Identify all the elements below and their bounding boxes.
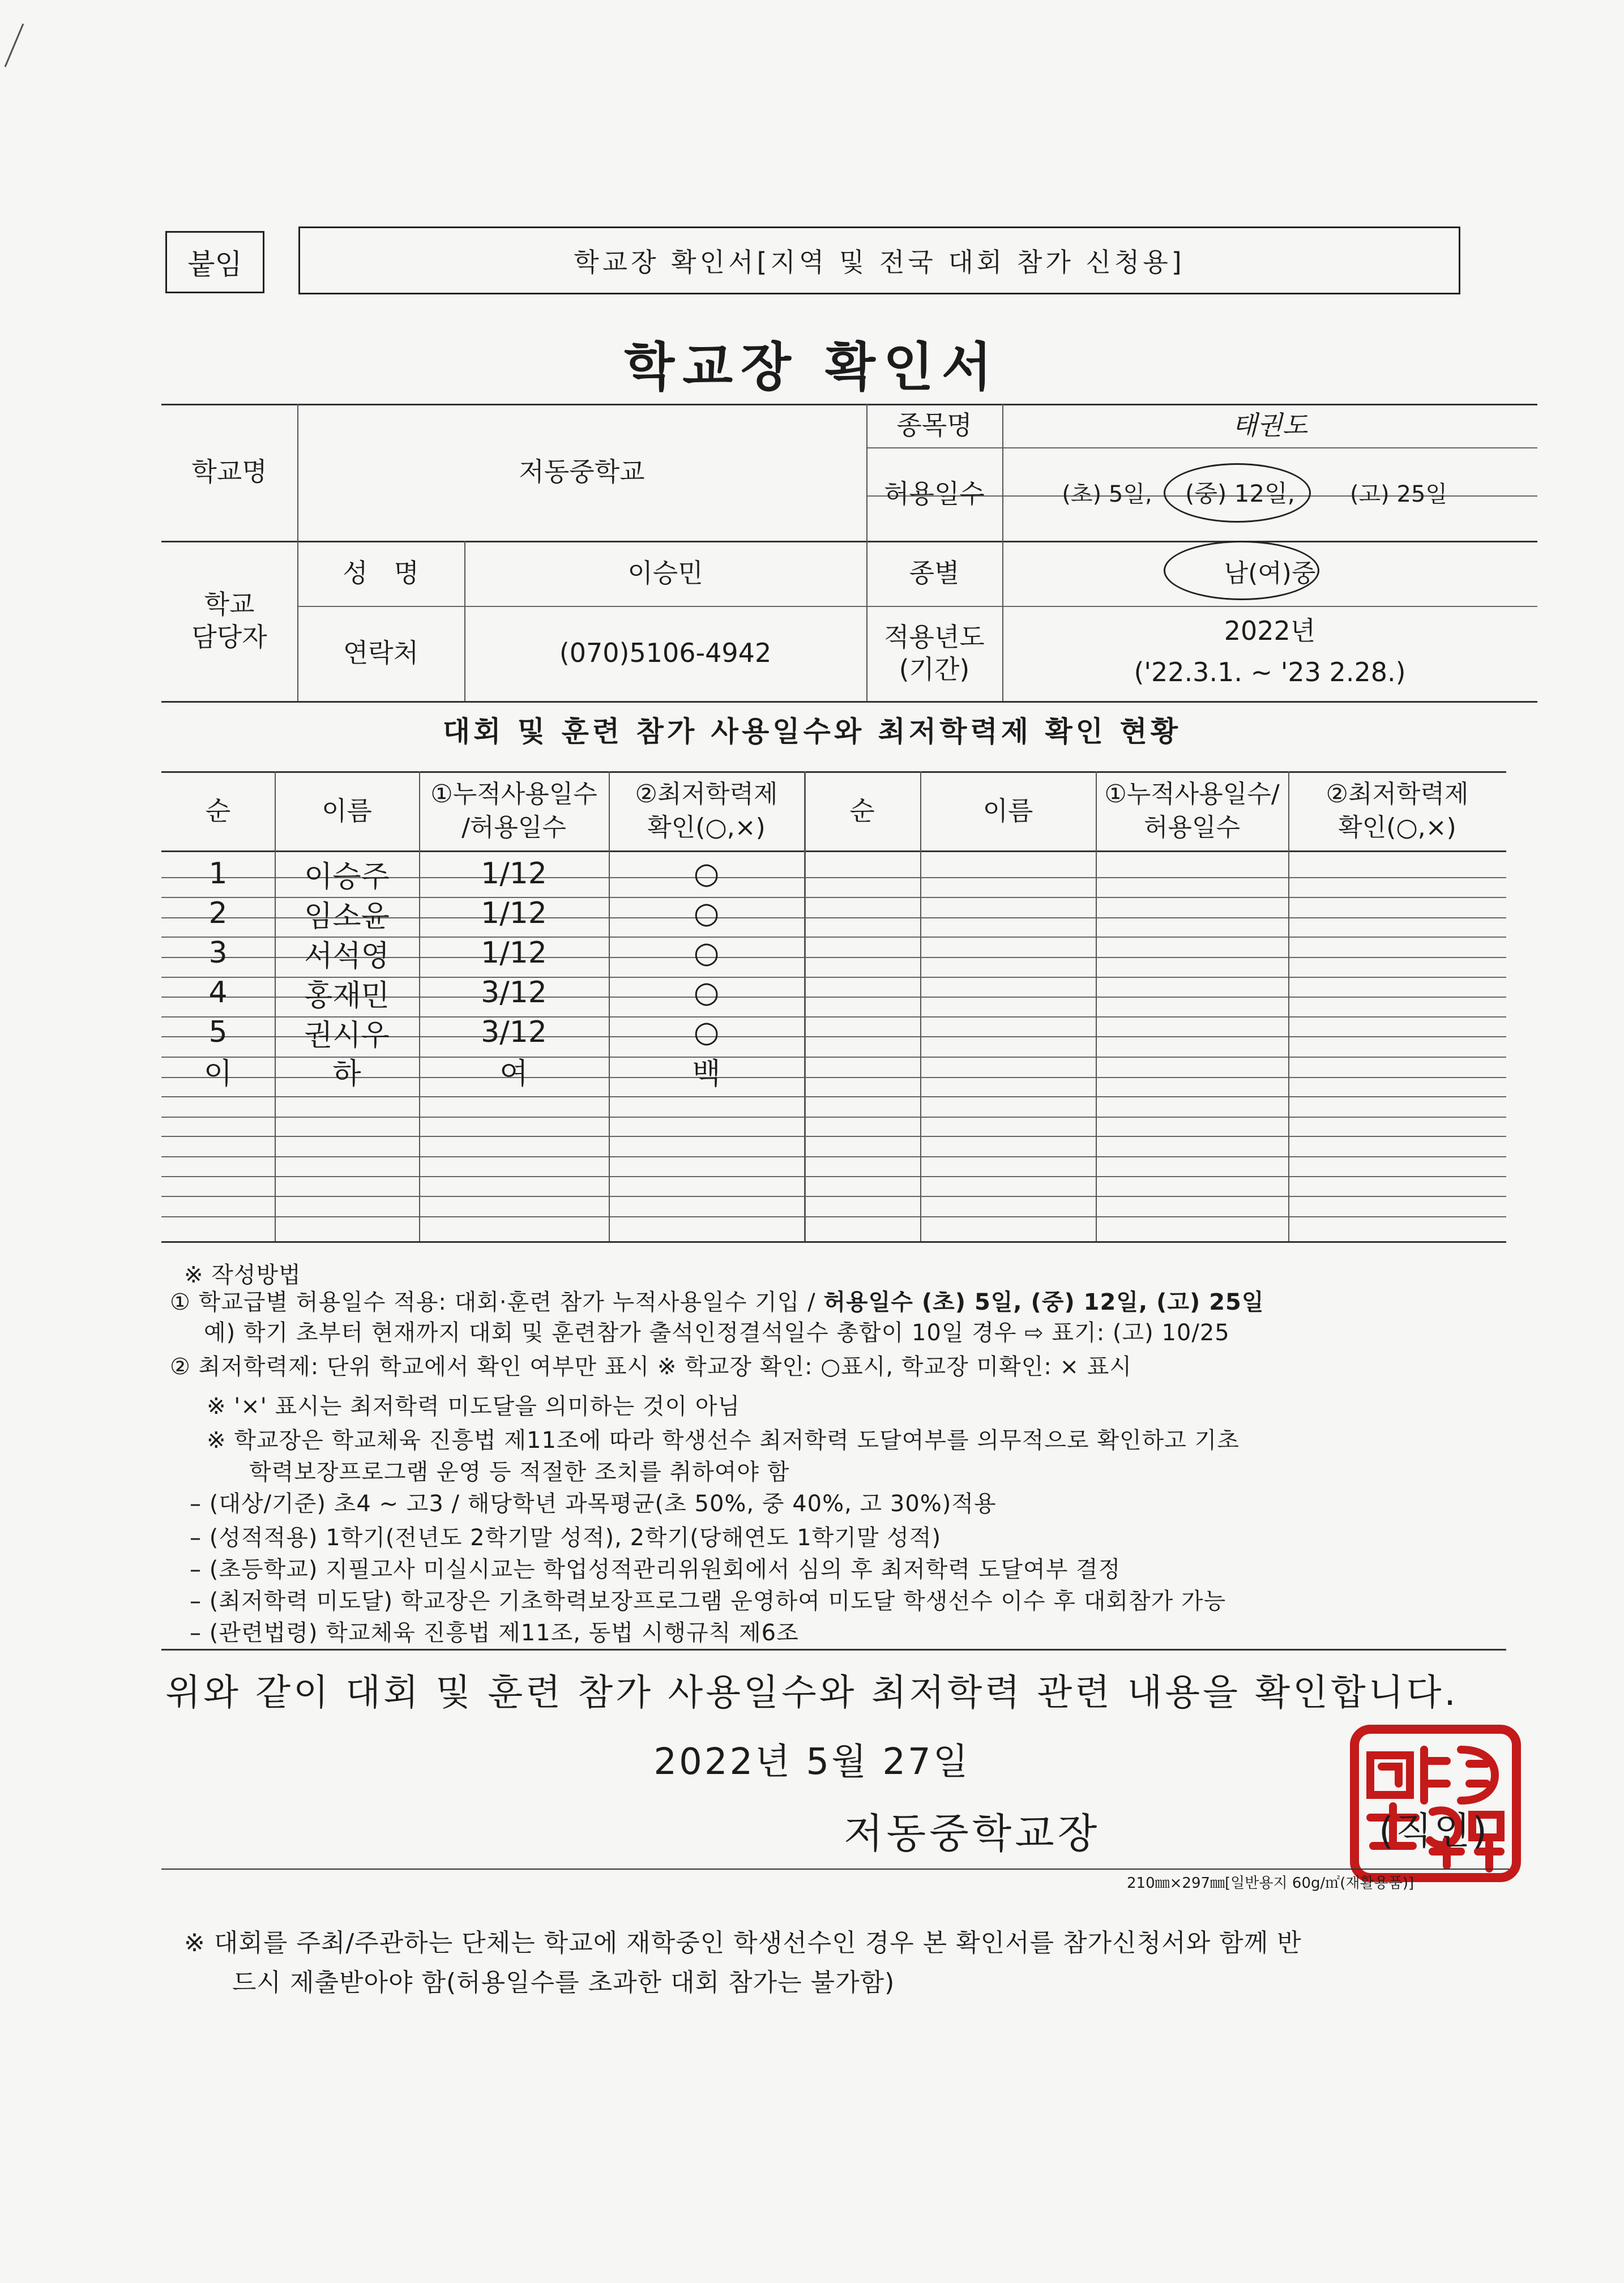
table-cell-name: 이승주 xyxy=(304,860,390,894)
school-name-value: 저동중학교 xyxy=(519,456,645,488)
allow-mid-circle xyxy=(1164,463,1311,523)
note-detail-4: – (최저학력 미도달) 학교장은 기초학력보장프로그램 운영하여 미도달 학생선수 이수 후 대회참가 가능 xyxy=(190,1588,1226,1614)
gender-value: 남(여)중 xyxy=(1224,559,1316,588)
table-cell-days: 1/12 xyxy=(481,936,547,970)
table-cell-name: 권시우 xyxy=(304,1018,390,1053)
table-cell-check: ○ xyxy=(693,1015,720,1049)
gender-label: 종별 xyxy=(909,557,960,588)
table-cell-no: 3 xyxy=(208,936,228,970)
manager-label: 학교 담당자 xyxy=(191,589,267,652)
table-cell-name: 홍재민 xyxy=(304,978,390,1013)
note-1-bold: 허용일수 (초) 5일, (중) 12일, (고) 25일 xyxy=(823,1289,1264,1315)
contact-value: (070)5106-4942 xyxy=(559,638,772,669)
table-cell-no: 1 xyxy=(208,857,228,891)
note-1-example: 예) 학기 초부터 현재까지 대회 및 훈련참가 출석인정결석일수 총합이 10일 경우 ⇨ 표기: (고) 10/25 xyxy=(204,1320,1230,1346)
table-cell-check: ○ xyxy=(693,936,720,970)
table-cell-check: ○ xyxy=(693,976,720,1010)
name-label: 성 명 xyxy=(343,557,419,588)
table-cell-days: 1/12 xyxy=(481,896,547,930)
note-2: ② 최저학력제: 단위 학교에서 확인 여부만 표시 ※ 학교장 확인: ○표시, 학교장 미확인: × 표시 xyxy=(170,1354,1132,1380)
paper-divider xyxy=(161,1869,1509,1870)
note-detail-2: – (성적적용) 1학기(전년도 2학기말 성적), 2학기(당해연도 1학기말 성적) xyxy=(190,1525,942,1551)
form-subtitle: 학교장 확인서[지역 및 전국 대회 참가 신청용] xyxy=(298,226,1460,294)
note-1 xyxy=(170,1284,1264,1316)
note-detail-5: – (관련법령) 학교체육 진흥법 제11조, 동법 시행규칙 제6조 xyxy=(190,1620,799,1646)
confirmation-date: 2022년 5월 27일 xyxy=(653,1741,971,1783)
note-2-sub-2b: 학력보장프로그램 운영 등 적절한 조치를 취하여야 함 xyxy=(249,1459,790,1485)
table-cell-days: 1/12 xyxy=(481,857,547,891)
signer-name: 저동중학교장 xyxy=(844,1810,1101,1857)
sport-value: 태권도 xyxy=(1232,409,1308,441)
col-header-name-2: 이름 xyxy=(982,795,1033,826)
col-header-check-2: ②최저학력제 확인(○,×) xyxy=(1326,779,1469,842)
col-header-days: ①누적사용일수 /허용일수 xyxy=(430,779,597,842)
confirmation-statement: 위와 같이 대회 및 훈련 참가 사용일수와 최저학력 관련 내용을 확인합니다. xyxy=(165,1672,1459,1714)
table-cell-days: 3/12 xyxy=(481,976,547,1010)
sport-label: 종목명 xyxy=(896,409,972,441)
note-1-text: ① 학교급별 허용일수 적용: 대회·훈련 참가 누적사용일수 기입 / xyxy=(170,1289,824,1315)
table-cell-check: 백 xyxy=(692,1057,721,1091)
table-cell-no: 4 xyxy=(208,976,228,1010)
period-value: ('22.3.1. ~ '23 2.28.) xyxy=(1134,657,1406,688)
seal-label: (직인) xyxy=(1379,1809,1490,1853)
table-cell-name: 임소윤 xyxy=(304,899,390,934)
footer-note-line-1: ※ 대회를 주최/주관하는 단체는 학교에 재학중인 학생선수인 경우 본 확인서를 참가신청서와 함께 반 xyxy=(184,1929,1302,1957)
contact-label: 연락처 xyxy=(343,638,419,669)
school-name-label: 학교명 xyxy=(191,456,267,488)
allow-mid: (중) 12일, xyxy=(1185,480,1296,508)
note-detail-3: – (초등학교) 지필고사 미실시교는 학업성적관리위원회에서 심의 후 최저학력 도달여부 결정 xyxy=(190,1557,1121,1583)
status-heading: 대회 및 훈련 참가 사용일수와 최저학력제 확인 현황 xyxy=(442,715,1182,748)
table-cell-no: 5 xyxy=(208,1015,228,1049)
corner-mark xyxy=(3,23,25,68)
footer-note-line-2: 드시 제출받아야 함(허용일수를 초과한 대회 참가는 불가함) xyxy=(232,1968,895,1997)
page-title: 학교장 확인서 xyxy=(624,337,1000,397)
table-cell-no: 이 xyxy=(203,1057,233,1091)
col-header-check: ②최저학력제 확인(○,×) xyxy=(635,779,778,842)
table-cell-name: 서석영 xyxy=(304,939,390,973)
attachment-tag: 붙임 xyxy=(165,231,264,293)
col-header-name: 이름 xyxy=(322,795,372,826)
gender-circle xyxy=(1164,541,1319,600)
note-2-sub-1: ※ '×' 표시는 최저학력 미도달을 의미하는 것이 아님 xyxy=(207,1393,741,1420)
table-cell-days: 여 xyxy=(499,1057,528,1091)
notes-heading: ※ 작성방법 xyxy=(184,1262,301,1288)
table-cell-days: 3/12 xyxy=(481,1015,547,1049)
paper-spec: 210㎜×297㎜[일반용지 60g/㎡(재활용품)] xyxy=(1127,1875,1414,1892)
col-header-days-2: ①누적사용일수/ 허용일수 xyxy=(1104,779,1280,842)
year-value: 2022년 xyxy=(1224,615,1316,647)
name-value: 이승민 xyxy=(627,557,703,588)
allow-high: (고) 25일 xyxy=(1349,481,1448,507)
col-header-no-2: 순 xyxy=(849,795,875,826)
year-label: 적용년도 (기간) xyxy=(884,621,985,685)
note-2-sub-2a: ※ 학교장은 학교체육 진흥법 제11조에 따라 학생선수 최저학력 도달여부를 의무적으로 확인하고 기초 xyxy=(207,1427,1240,1453)
table-cell-no: 2 xyxy=(208,896,228,930)
allow-elem: (초) 5일, xyxy=(1062,481,1152,507)
allow-days-label: 허용일수 xyxy=(884,478,985,509)
table-cell-check: ○ xyxy=(693,896,720,930)
table-cell-check: ○ xyxy=(693,857,720,891)
note-detail-1: – (대상/기준) 초4 ~ 고3 / 해당학년 과목평균(초 50%, 중 40%, 고 30%)적용 xyxy=(190,1491,997,1517)
col-header-no: 순 xyxy=(205,795,231,826)
table-cell-name: 하 xyxy=(332,1057,361,1091)
divider xyxy=(161,1649,1506,1651)
